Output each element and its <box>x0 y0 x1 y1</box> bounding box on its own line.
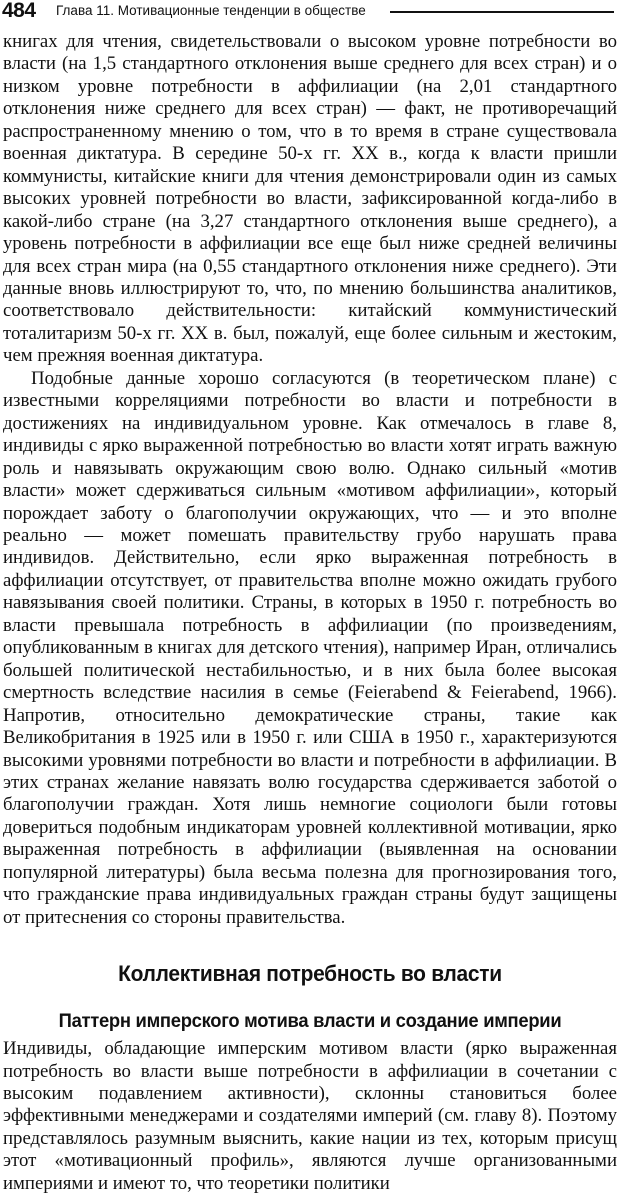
paragraph: Индивиды, обладающие имперским мотивом власти (ярко выраженная потребность во власти выше потребности в аффилиации в сочетании с высоким подавлением активности), склонны становиться более эффективными менеджерами и создателями империй (см. главу 8). Поэтому представлялось разумным выяснить, какие нации из тех, которым присущ этот «мотивационный профиль», являются лучше организованными империями и имеют то, что теоретики политики <box>3 1038 617 1194</box>
page-body <box>3 31 617 1195</box>
subsection-heading: Паттерн имперского мотива власти и создание империи <box>58 1010 562 1033</box>
paragraph-continued: книгах для чтения, свидетельствовали о высоком уровне потребности во власти (на 1,5 стандартного отклонения выше среднего для всех стран) и о низком уровне потребности в аффилиации (на 2,01 стандартного отклонения ниже среднего для всех стран) — факт, не противоречащий распространенному мнению о том, что в то время в стране существовала военная диктатура. В середине 50-х гг. XX в., когда к власти пришли коммунисты, китайские книги для чтения демонстрировали один из самых высоких уровней потребности во власти, зафиксированной когда-либо в какой-либо стране (на 3,27 стандартного отклонения выше среднего), а уровень потребности в аффилиации все еще был ниже средней величины для всех стран мира (на 0,55 стандартного отклонения ниже среднего). Эти данные вновь иллюстрируют то, что, по мнению большинства аналитиков, соответствовало действительности: китайский коммунистический тоталитаризм 50-х гг. XX в. был, пожалуй, еще более сильным и жестоким, чем прежняя военная диктатура. <box>3 31 617 367</box>
running-header <box>0 0 620 26</box>
header-rule <box>390 11 614 13</box>
chapter-title: Глава 11. Мотивационные тенденции в обществе <box>56 3 366 18</box>
section-heading: Коллективная потребность во власти <box>118 961 502 987</box>
paragraph: Подобные данные хорошо согласуются (в теоретическом плане) с известными корреляциями потребности во власти и потребности в достижениях на индивидуальном уровне. Как отмечалось в главе 8, индивиды с ярко выраженной потребностью во власти хотят играть важную роль и навязывать окружающим свою волю. Однако сильный «мотив власти» может сдерживаться сильным «мотивом аффилиации», который порождает заботу о благополучии окружающих, что — и это вполне реально — может помешать правительству грубо нарушать права индивидов. Действительно, если ярко выраженная потребность в аффилиации отсутствует, от правительства вполне можно ожидать грубого навязывания своей политики. Страны, в которых в 1950 г. потребность во власти превышала потребность в аффилиации (по произведениям, опубликованным в книгах для детского чтения), например Иран, отличались большей политической нестабильностью, и в них была более высокая смертность вследствие насилия в семье (Feierabend & Feierabend, 1966). Напротив, относительно демократические страны, такие как Великобритания в 1925 или в 1950 г. или США в 1950 г., характеризуются высокими уровнями потребности во власти и потребности в аффилиации. В этих странах желание навязать волю государства сдерживается заботой о благополучии граждан. Хотя лишь немногие социологи были готовы довериться подобным индикаторам уровней коллективной мотивации, ярко выраженная потребность в аффилиации (выявленная на основании популярной литературы) была весьма полезна для прогнозирования того, что гражданские права индивидуальных граждан страны будут защищены от притеснения со стороны правительства. <box>3 367 617 928</box>
page-number: 484 <box>2 0 36 22</box>
